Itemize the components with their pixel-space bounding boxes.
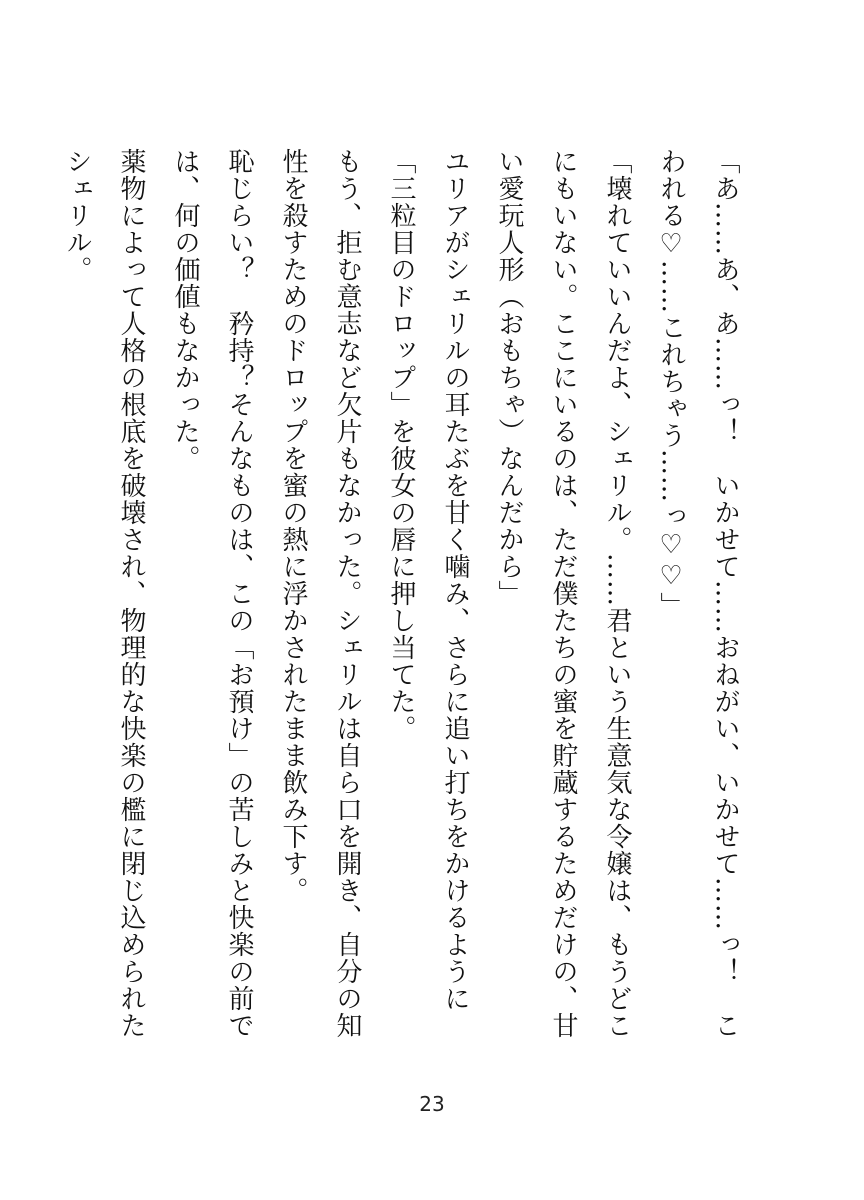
paragraph: 恥じらい？ 矜持？そんなものは、この「お預け」の苦しみと快楽の前では、何の価値もなかった。 [170, 148, 254, 1039]
body-text [62, 148, 752, 1048]
page-number: 23 [419, 1092, 445, 1116]
paragraph: 薬物によって人格の根底を破壊され、物理的な快楽の檻に閉じ込められたシェリル。 [62, 148, 146, 1039]
paragraph: もう、拒む意志など欠片もなかった。シェリルは自ら口を開き、自分の知性を殺すためのドロップを蜜の熱に浮かされたまま飲み下す。 [278, 148, 362, 1039]
paragraph: ユリアがシェリルの耳たぶを甘く噛み、さらに追い打ちをかけるように「三粒目のドロップ」を彼女の唇に押し当てた。 [386, 148, 470, 1012]
paragraph: 「あ……あ、あ……っ！ いかせて……おねがい、いかせて……っ！ こわれる♡……これちゃう……っ♡♡」 [656, 148, 740, 1039]
paragraph: 「壊れていいんだよ、シェリル。……君という生意気な令嬢は、もうどこにもいない。ここにいるのは、ただ僕たちの蜜を貯蔵するためだけの、甘い愛玩人形（おもちゃ）なんだから」 [494, 148, 632, 1039]
